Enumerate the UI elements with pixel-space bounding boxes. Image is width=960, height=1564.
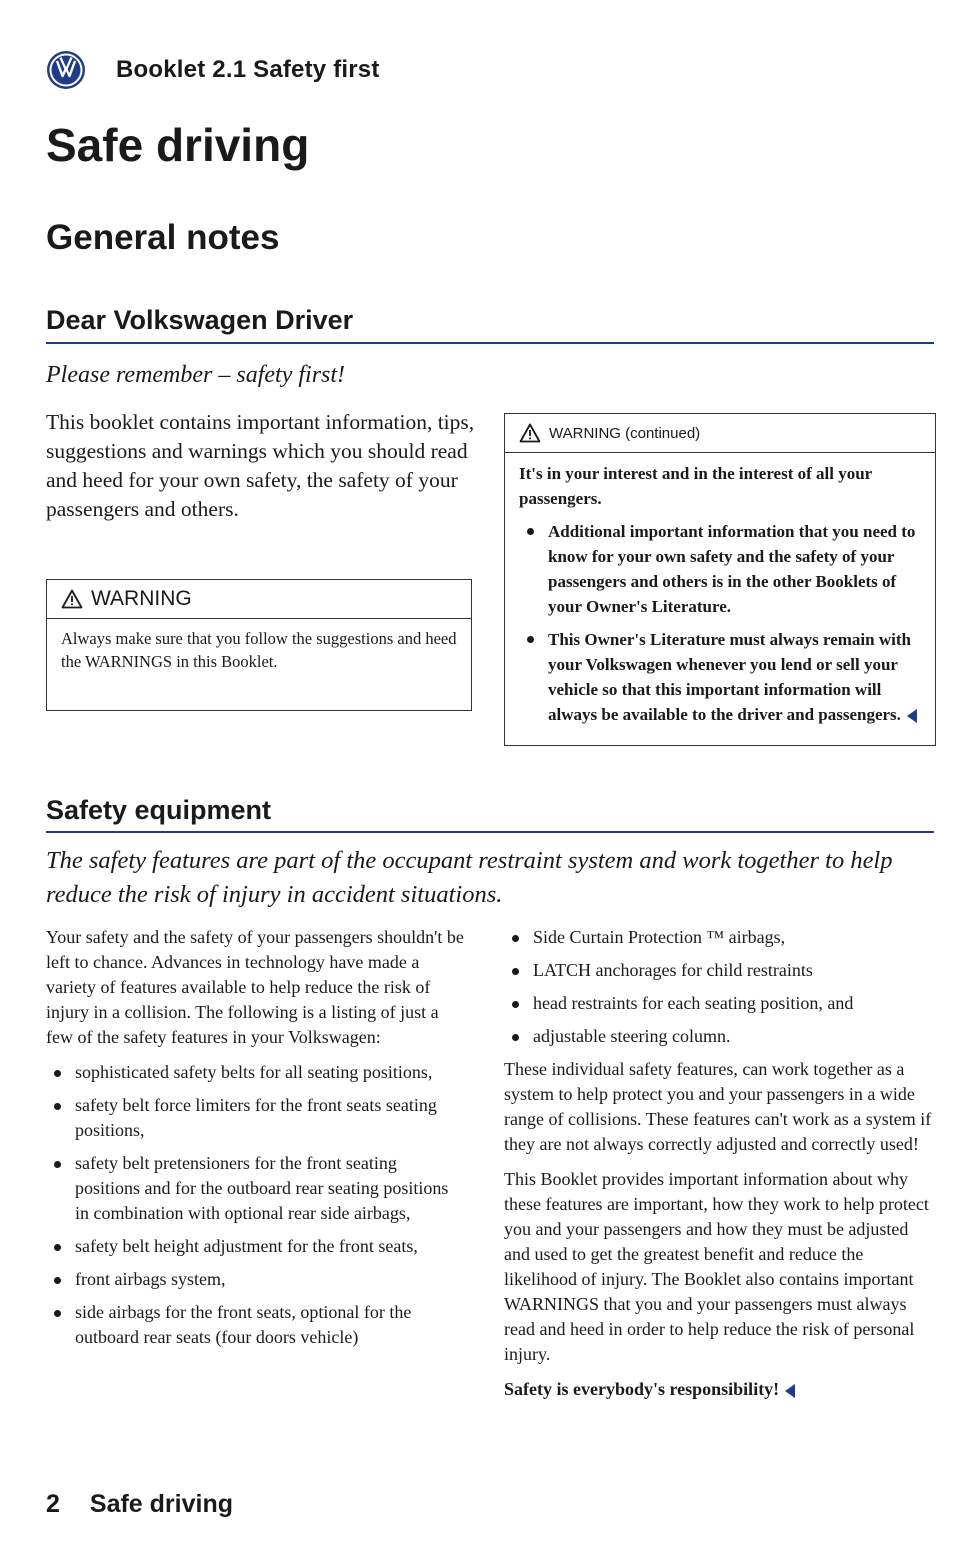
closing-text: Safety is everybody's responsibility! <box>504 1379 780 1399</box>
list-item <box>46 1093 464 1143</box>
bullet-icon <box>527 528 534 535</box>
bullet-icon <box>527 636 534 643</box>
list-item <box>46 1151 464 1226</box>
warning-bullet <box>519 627 921 727</box>
safety-paragraph: Your safety and the safety of your passengers shouldn't be left to chance. Advances in technology have made a variety of features available to help reduce the risk of injury in a collision. The following is a listing of just a few of the safety features in your Volkswagen: <box>46 927 464 1047</box>
bullet-icon <box>512 1034 519 1041</box>
list-item-text: adjustable steering column. <box>533 1026 731 1046</box>
safety-paragraph: This Booklet provides important information about why these features are important, how they work to help protect you and your passengers and how they must be adjusted and used to get the greatest benefit and reduce the likelihood of injury. The Booklet also contains important WARNINGS that you and your passengers must always read and heed in order to help reduce the risk of personal injury. <box>504 1169 929 1364</box>
bullet-icon <box>54 1310 61 1317</box>
bullet-icon <box>54 1277 61 1284</box>
bullet-icon <box>54 1244 61 1251</box>
list-item <box>46 1267 464 1292</box>
safety-paragraph: These individual safety features, can work together as a system to help protect you and your passengers in a wide range of collisions. These features can't work as a system if they are not always correctly adjusted and correctly used! <box>504 1059 932 1154</box>
list-item <box>504 1024 936 1049</box>
warning-header <box>505 414 935 453</box>
list-item <box>46 1234 464 1259</box>
section-divider <box>46 342 934 344</box>
list-item <box>504 958 936 983</box>
vw-logo-icon <box>46 50 86 90</box>
list-item <box>504 991 936 1016</box>
header <box>46 50 380 90</box>
closing-statement <box>504 1377 936 1402</box>
bullet-icon <box>512 935 519 942</box>
warning-label: WARNING <box>91 587 192 610</box>
end-of-section-icon <box>785 1384 795 1398</box>
dear-driver-intro: Please remember – safety first! <box>46 362 346 388</box>
left-column <box>46 925 464 1358</box>
warning-bullet-text: This Owner's Literature must always remain with your Volkswagen whenever you lend or sell your vehicle so that this important information will always be available to the driver and passengers. <box>548 630 911 724</box>
page-number: 2 <box>46 1490 60 1518</box>
list-item-text: side airbags for the front seats, optional for the outboard rear seats (four doors vehicle) <box>75 1302 412 1347</box>
bullet-icon <box>512 1001 519 1008</box>
booklet-label: Booklet 2.1 Safety first <box>116 56 380 83</box>
page-footer <box>46 1490 233 1519</box>
section-divider <box>46 831 934 833</box>
bullet-icon <box>512 968 519 975</box>
list-item <box>46 1300 464 1350</box>
right-column <box>504 925 936 1412</box>
list-item <box>504 925 936 950</box>
dear-driver-subhead: Dear Volkswagen Driver <box>46 305 354 335</box>
warning-text: Always make sure that you follow the suggestions and heed the WARNINGS in this Booklet. <box>61 629 457 671</box>
dear-driver-body: This booklet contains important information, tips, suggestions and warnings which you should read and heed for your own safety, the safety of your passengers and others. <box>46 410 475 521</box>
list-item-text: LATCH anchorages for child restraints <box>533 960 813 980</box>
warning-intro: It's in your interest and in the interest of all your passengers. <box>519 464 872 508</box>
warning-continued-box <box>504 413 936 746</box>
list-item-text: head restraints for each seating position, and <box>533 993 854 1013</box>
warning-label: WARNING (continued) <box>549 424 701 442</box>
warning-triangle-icon <box>519 423 541 443</box>
list-item-text: safety belt pretensioners for the front seating positions and for the outboard rear seating positions in combination with optional rear side airbags, <box>75 1153 449 1223</box>
list-item-text: safety belt height adjustment for the front seats, <box>75 1236 418 1256</box>
safety-equipment-intro: The safety features are part of the occupant restraint system and work together to help reduce the risk of injury in accident situations. <box>46 847 893 908</box>
list-item-text: safety belt force limiters for the front seats seating positions, <box>75 1095 437 1140</box>
warning-triangle-icon <box>61 589 83 609</box>
bullet-icon <box>54 1070 61 1077</box>
bullet-icon <box>54 1103 61 1110</box>
list-item <box>46 1060 464 1085</box>
list-item-text: sophisticated safety belts for all seating positions, <box>75 1062 433 1082</box>
bullet-icon <box>54 1161 61 1168</box>
warning-header <box>47 580 471 619</box>
warning-bullet <box>519 519 921 619</box>
safety-equipment-subhead: Safety equipment <box>46 795 272 825</box>
page-title: Safe driving <box>46 119 310 171</box>
warning-bullet-text: Additional important information that you need to know for your own safety and the safety of your passengers and others is in the other Booklets of your Owner's Literature. <box>548 522 916 616</box>
list-item-text: Side Curtain Protection ™ airbags, <box>533 927 786 947</box>
end-of-section-icon <box>907 709 917 723</box>
warning-body <box>505 453 935 745</box>
footer-section-title: Safe driving <box>89 1490 233 1518</box>
feature-list <box>504 925 936 1049</box>
list-item-text: front airbags system, <box>75 1269 226 1289</box>
warning-box <box>46 579 472 711</box>
section-title: General notes <box>46 218 280 257</box>
